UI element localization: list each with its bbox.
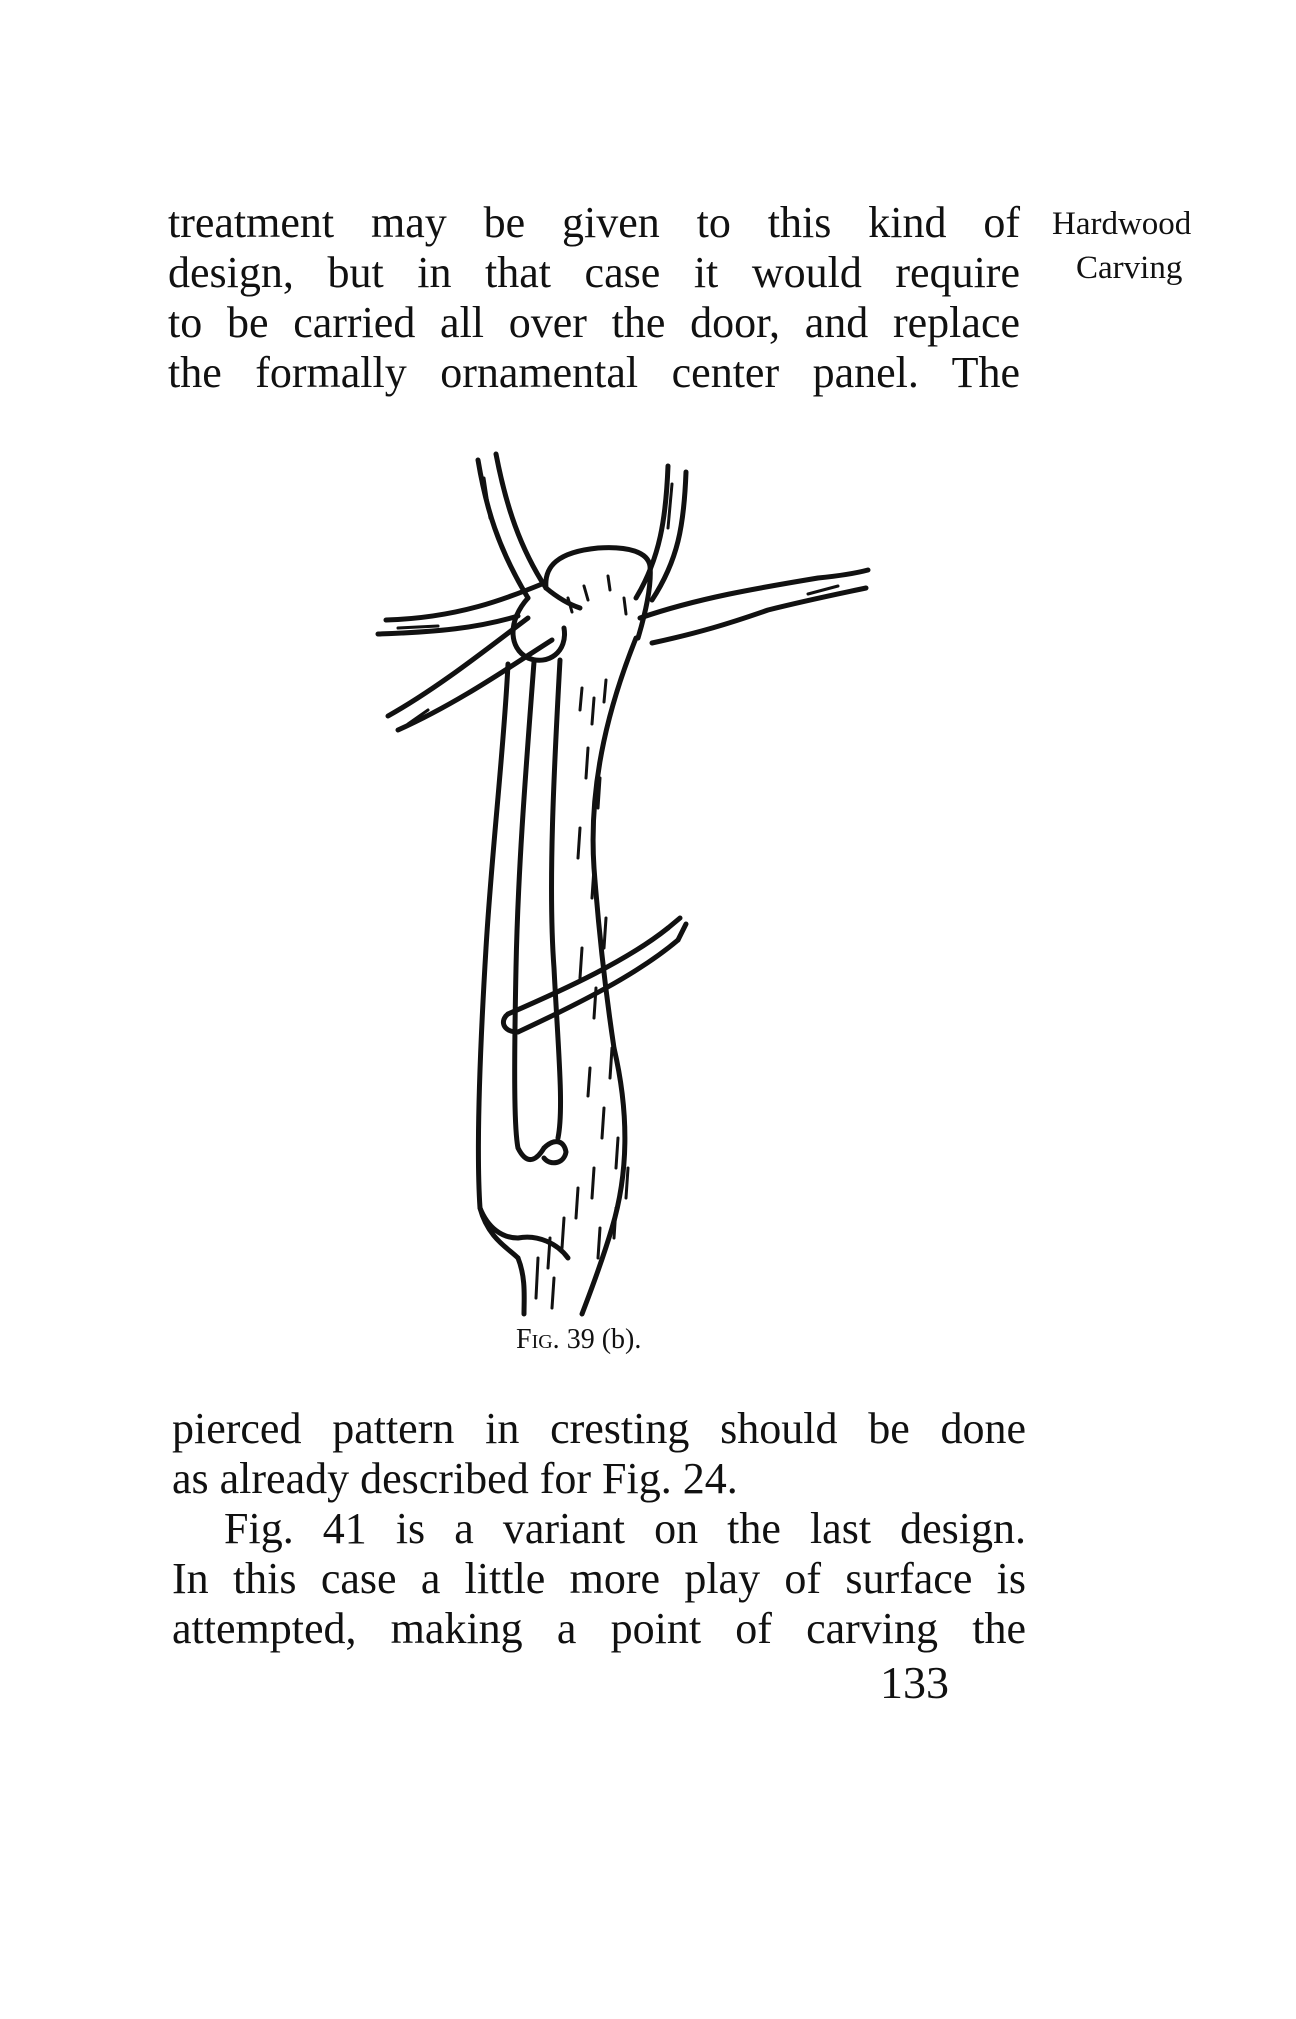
caption-prefix: Fig. xyxy=(516,1324,560,1355)
text-line: the formally ornamental center panel. The xyxy=(168,348,1020,397)
text-line: attempted, making a point of carving the xyxy=(172,1604,1026,1653)
text-line: Fig. 41 is a variant on the last design. xyxy=(224,1504,1026,1553)
text-line: In this case a little more play of surface is xyxy=(172,1554,1026,1603)
text-line: to be carried all over the door, and replace xyxy=(168,298,1020,347)
figure-caption xyxy=(516,1322,641,1358)
text-line: treatment may be given to this kind of xyxy=(168,198,1020,247)
text-line: as already described for Fig. 24. xyxy=(172,1454,738,1503)
caption-suffix: (b). xyxy=(601,1324,642,1355)
caption-number: 39 xyxy=(566,1324,595,1355)
text-line: design, but in that case it would require xyxy=(168,248,1020,297)
branch-carving-illustration xyxy=(368,448,888,1318)
margin-note-line-2: Carving xyxy=(1076,250,1183,286)
text-line: pierced pattern in cresting should be done xyxy=(172,1404,1026,1453)
margin-note-line-1: Hardwood xyxy=(1052,206,1192,242)
page-number: 133 xyxy=(880,1657,949,1708)
